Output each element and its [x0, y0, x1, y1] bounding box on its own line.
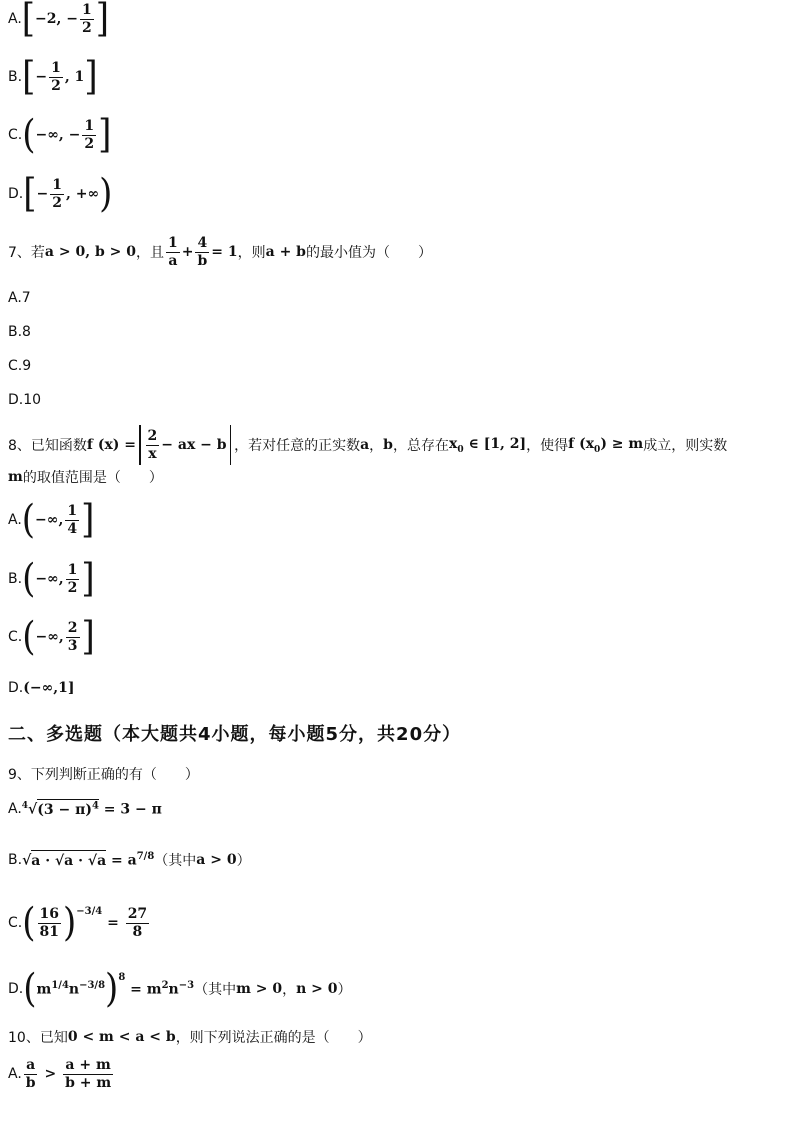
q7-stem: 7、若 a > 0, b > 0 ，且 $\frac{1}{a}$ + $\frac{4}{b}$ = 1 ，则 a + b 的最小值为（ ） — [8, 235, 432, 269]
q8-option-b: B. ( −∞, $\frac{1}{2}$ ] — [8, 556, 95, 602]
q8-stem-line1: 8、已知函数 f (x) = $\frac{2}{x}$ − ax − b ，若对任意的正实数 a ， b ，总存在 $x_0$ ∈ [1, 2] ，使得 f $(x_0) \ge m$ 成立，则实数 — [8, 425, 727, 465]
q9-option-a: A. $^4√(3 - \pi)^4 = 3 - \pi$ — [8, 800, 162, 818]
q9-stem: 9、下列判断正确的有（ ） — [8, 767, 199, 783]
section-title: 二、多选题（本大题共4小题，每小题5分，共20分） — [8, 724, 462, 745]
q6-option-a: A. [ −2, − $\frac{1}{2}$ ] — [8, 0, 110, 43]
q7-option-c: C.9 — [8, 358, 32, 374]
q6-option-b: B. [ − $\frac{1}{2}$ , 1 ] — [8, 54, 98, 100]
q8-option-d: D. (−∞,1] — [8, 680, 75, 696]
q6-option-c: C. ( −∞, − $\frac{1}{2}$ ] — [8, 112, 112, 158]
q7-option-b: B.8 — [8, 324, 31, 340]
q10-option-a: A. $\frac{a}{b}$ > $\frac{a + m}{b + m}$ — [8, 1057, 112, 1091]
q8-option-a: A. ( −∞, $\frac{1}{4}$ ] — [8, 497, 95, 543]
q9-option-c: C. ( $\frac{16}{81}$ ) $^{-3/4}$ = $\frac{27}{8}$ — [8, 900, 148, 946]
q7-option-d: D.10 — [8, 392, 42, 408]
q10-stem: 10、已知 0 < m < a < b ，则下列说法正确的是（ ） — [8, 1029, 372, 1046]
q7-option-a: A.7 — [8, 290, 31, 306]
q9-option-d: D. ( $m^{1/4}n^{-3/8}$ ) $^8$ = $m^2n^{-3}$ （其中 m > 0 ， n > 0 ） — [8, 966, 352, 1012]
q6-option-d: D. [ − $\frac{1}{2}$ , +∞ ) — [8, 171, 113, 217]
q8-option-c: C. ( −∞, $\frac{2}{3}$ ] — [8, 614, 95, 660]
q8-stem-line2: m 的取值范围是（ ） — [8, 469, 163, 486]
q9-option-b: B. $√a \cdot √a \cdot √a = a^{7/8}$ （其中 a > 0 ） — [8, 851, 251, 869]
